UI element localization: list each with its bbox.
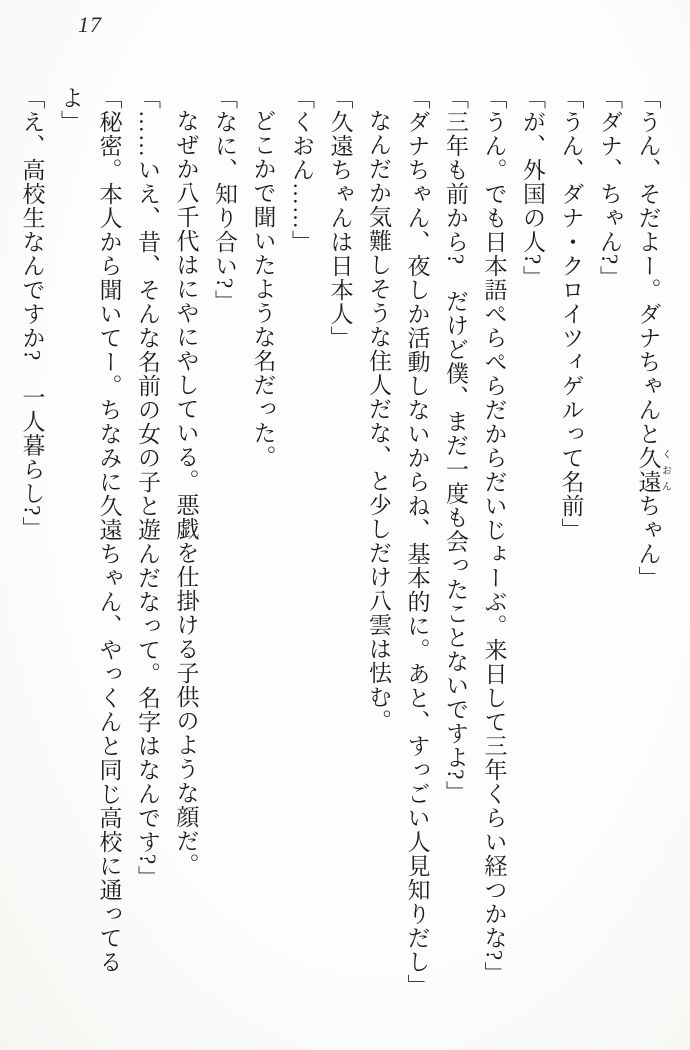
dialogue-line: 「……いえ、昔、そんな名前の女の子と遊んだなって。名字はなんです?」 [135,86,160,890]
narration-line: なぜか八千代はにやにやしている。悪戯を仕掛ける子供のような顔だ。 [173,109,199,877]
dialogue-line: 「久遠ちゃんは日本人」 [327,86,353,350]
dialogue-line: 「が、外国の人?」 [520,86,545,290]
page-number: 17 [78,12,102,37]
dialogue-line: 「うん、そだよー。ダナちゃんと久遠 くおんちゃん」 [635,86,671,590]
dialogue-line: 「秘密。本人から聞いてー。ちなみに久遠ちゃん、やっくんと同じ高校に通ってるよ」 [58,86,122,974]
dialogue-line: 「なに、知り合い?」 [212,86,237,314]
dialogue-line: 「くおん……」 [289,86,314,254]
narration-line: どこかで聞いたような名だった。 [250,109,276,469]
vertical-text-area [12,86,670,1008]
narration-line: なんだか気難しそうな住人だな、と少しだけ八雲は怯む。 [366,109,391,733]
dialogue-line: 「ダナ、ちゃん?」 [597,86,622,290]
dialogue-line: 「え、高校生なんですか? 一人暮らし?」 [19,86,45,541]
ruby-annotated-word: 久遠 くおん [635,446,671,494]
dialogue-line: 「ダナちゃん、夜しか活動しないからね、基本的に。あと、すっごい人見知りだし」 [404,86,430,998]
dialogue-line: 「うん、ダナ・クロイツィゲルって名前」 [558,86,584,542]
dialogue-line: 「うん。でも日本語ぺらぺらだからだいじょーぶ。来日して三年くらい経つかな?」 [481,86,507,986]
dialogue-line: 「三年も前から? だけど僕、まだ一度も会ったことないですよ?」 [443,86,468,805]
